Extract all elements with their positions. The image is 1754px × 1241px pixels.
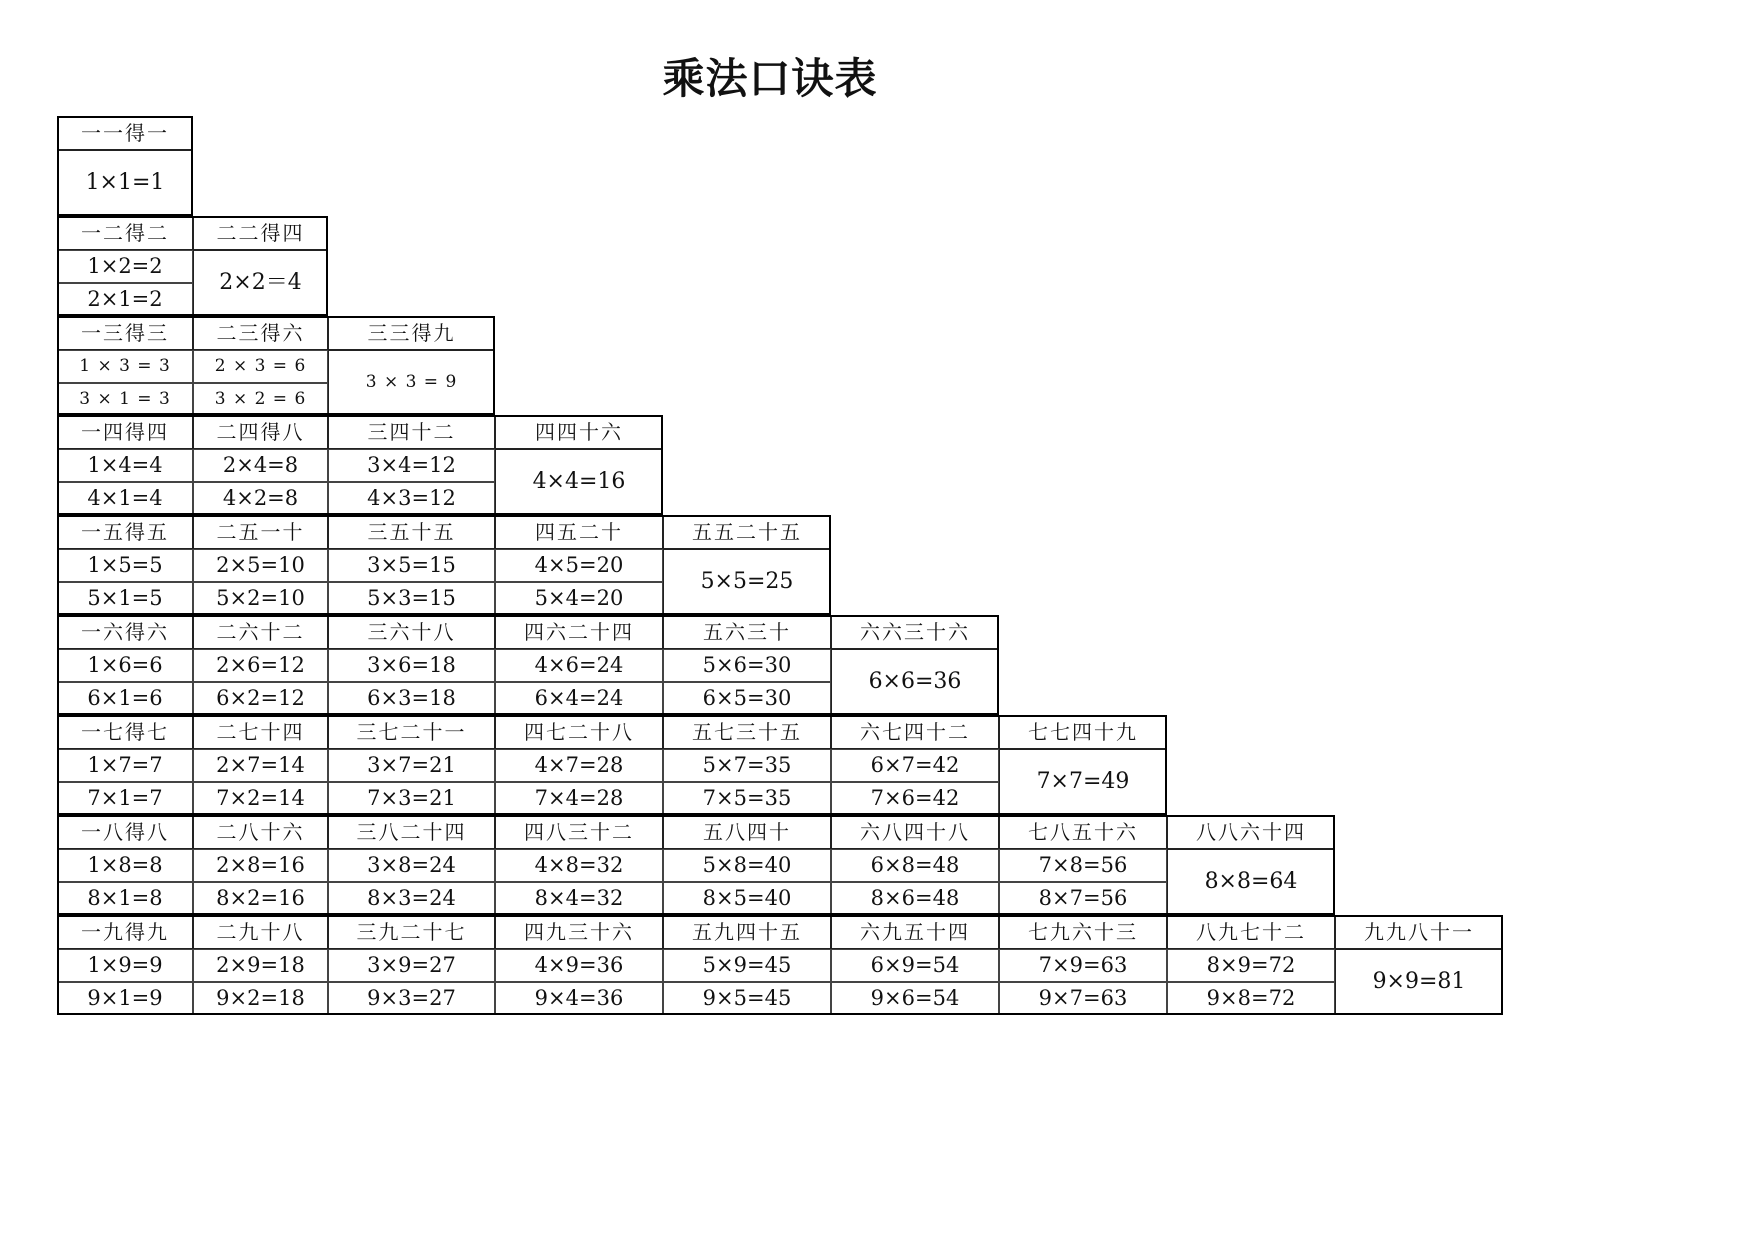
square-equation-cell: 9×9=81 — [1335, 949, 1503, 1015]
rhyme-cell: 三三得九 — [328, 316, 495, 350]
equation-cell: 9×5=45 — [663, 982, 831, 1015]
equation-cell: 5×6=30 — [663, 649, 831, 682]
equation-cell: 6×8=48 — [831, 849, 999, 882]
square-equation-cell: 4×4=16 — [495, 449, 663, 515]
equation-cell: 3×4=12 — [328, 449, 495, 482]
equation-cell: 5×4=20 — [495, 582, 663, 615]
equation-cell: 8×2=16 — [193, 882, 328, 915]
equation-cell: 8×7=56 — [999, 882, 1167, 915]
equation-cell: 5×7=35 — [663, 749, 831, 782]
equation-cell: 8×3=24 — [328, 882, 495, 915]
equation-cell: 9×1=9 — [57, 982, 193, 1015]
equation-cell: 3×7=21 — [328, 749, 495, 782]
equation-cell: 1×2=2 — [57, 250, 193, 283]
equation-cell: 4×5=20 — [495, 549, 663, 582]
equation-cell: 4×2=8 — [193, 482, 328, 515]
equation-cell: 4×6=24 — [495, 649, 663, 682]
rhyme-cell: 一三得三 — [57, 316, 193, 350]
rhyme-cell: 二二得四 — [193, 216, 328, 250]
rhyme-cell: 七九六十三 — [999, 915, 1167, 949]
square-equation-cell: 7×7=49 — [999, 749, 1167, 815]
rhyme-cell: 八九七十二 — [1167, 915, 1335, 949]
equation-cell: 3×6=18 — [328, 649, 495, 682]
rhyme-cell: 三六十八 — [328, 615, 495, 649]
rhyme-cell: 四九三十六 — [495, 915, 663, 949]
equation-cell: 7×8=56 — [999, 849, 1167, 882]
rhyme-cell: 四七二十八 — [495, 715, 663, 749]
equation-cell: 2×5=10 — [193, 549, 328, 582]
equation-cell: 2×9=18 — [193, 949, 328, 982]
rhyme-cell: 一一得一 — [57, 116, 193, 150]
equation-cell: 5×1=5 — [57, 582, 193, 615]
rhyme-cell: 九九八十一 — [1335, 915, 1503, 949]
equation-cell: 6×3=18 — [328, 682, 495, 715]
equation-cell: 2×4=8 — [193, 449, 328, 482]
equation-cell: 5×2=10 — [193, 582, 328, 615]
rhyme-cell: 八八六十四 — [1167, 815, 1335, 849]
equation-cell: 7×5=35 — [663, 782, 831, 815]
rhyme-cell: 五六三十 — [663, 615, 831, 649]
square-equation-cell: 2×2＝4 — [193, 250, 328, 316]
equation-cell: 7×6=42 — [831, 782, 999, 815]
equation-cell: 5×3=15 — [328, 582, 495, 615]
equation-cell: 3 × 2 = 6 — [193, 383, 328, 415]
equation-cell: 7×1=7 — [57, 782, 193, 815]
equation-cell: 9×4=36 — [495, 982, 663, 1015]
equation-cell: 1×6=6 — [57, 649, 193, 682]
equation-cell: 4×8=32 — [495, 849, 663, 882]
square-equation-cell: 8×8=64 — [1167, 849, 1335, 915]
rhyme-cell: 二八十六 — [193, 815, 328, 849]
square-equation-cell: 3 × 3 = 9 — [328, 350, 495, 415]
rhyme-cell: 五五二十五 — [663, 515, 831, 549]
equation-cell: 3 × 1 = 3 — [57, 383, 193, 415]
rhyme-cell: 一六得六 — [57, 615, 193, 649]
equation-cell: 1×7=7 — [57, 749, 193, 782]
equation-cell: 6×4=24 — [495, 682, 663, 715]
page-title: 乘法口诀表 — [662, 54, 878, 103]
rhyme-cell: 四八三十二 — [495, 815, 663, 849]
equation-cell: 7×3=21 — [328, 782, 495, 815]
rhyme-cell: 一九得九 — [57, 915, 193, 949]
equation-cell: 7×9=63 — [999, 949, 1167, 982]
rhyme-cell: 三四十二 — [328, 415, 495, 449]
rhyme-cell: 四五二十 — [495, 515, 663, 549]
rhyme-cell: 一五得五 — [57, 515, 193, 549]
rhyme-cell: 三七二十一 — [328, 715, 495, 749]
equation-cell: 5×8=40 — [663, 849, 831, 882]
equation-cell: 1 × 3 = 3 — [57, 350, 193, 383]
rhyme-cell: 一八得八 — [57, 815, 193, 849]
rhyme-cell: 一二得二 — [57, 216, 193, 250]
equation-cell: 7×2=14 — [193, 782, 328, 815]
rhyme-cell: 三九二十七 — [328, 915, 495, 949]
equation-cell: 1×4=4 — [57, 449, 193, 482]
equation-cell: 7×4=28 — [495, 782, 663, 815]
equation-cell: 1×5=5 — [57, 549, 193, 582]
rhyme-cell: 四六二十四 — [495, 615, 663, 649]
rhyme-cell: 一七得七 — [57, 715, 193, 749]
rhyme-cell: 二七十四 — [193, 715, 328, 749]
square-equation-cell: 6×6=36 — [831, 649, 999, 715]
equation-cell: 5×9=45 — [663, 949, 831, 982]
equation-cell: 3×5=15 — [328, 549, 495, 582]
equation-cell: 4×9=36 — [495, 949, 663, 982]
equation-cell: 3×8=24 — [328, 849, 495, 882]
rhyme-cell: 三五十五 — [328, 515, 495, 549]
rhyme-cell: 二四得八 — [193, 415, 328, 449]
rhyme-cell: 六八四十八 — [831, 815, 999, 849]
equation-cell: 8×4=32 — [495, 882, 663, 915]
equation-cell: 8×5=40 — [663, 882, 831, 915]
equation-cell: 8×6=48 — [831, 882, 999, 915]
equation-cell: 9×3=27 — [328, 982, 495, 1015]
equation-cell: 2×6=12 — [193, 649, 328, 682]
equation-cell: 4×3=12 — [328, 482, 495, 515]
rhyme-cell: 三八二十四 — [328, 815, 495, 849]
equation-cell: 9×6=54 — [831, 982, 999, 1015]
rhyme-cell: 七七四十九 — [999, 715, 1167, 749]
equation-cell: 2×8=16 — [193, 849, 328, 882]
equation-cell: 3×9=27 — [328, 949, 495, 982]
rhyme-cell: 四四十六 — [495, 415, 663, 449]
equation-cell: 6×5=30 — [663, 682, 831, 715]
rhyme-cell: 二六十二 — [193, 615, 328, 649]
equation-cell: 1×8=8 — [57, 849, 193, 882]
rhyme-cell: 七八五十六 — [999, 815, 1167, 849]
rhyme-cell: 五九四十五 — [663, 915, 831, 949]
rhyme-cell: 五八四十 — [663, 815, 831, 849]
equation-cell: 6×1=6 — [57, 682, 193, 715]
rhyme-cell: 二九十八 — [193, 915, 328, 949]
equation-cell: 6×7=42 — [831, 749, 999, 782]
rhyme-cell: 六九五十四 — [831, 915, 999, 949]
equation-cell: 9×2=18 — [193, 982, 328, 1015]
equation-cell: 2×7=14 — [193, 749, 328, 782]
rhyme-cell: 五七三十五 — [663, 715, 831, 749]
equation-cell: 8×9=72 — [1167, 949, 1335, 982]
rhyme-cell: 二五一十 — [193, 515, 328, 549]
equation-cell: 6×9=54 — [831, 949, 999, 982]
equation-cell: 1×9=9 — [57, 949, 193, 982]
equation-cell: 9×8=72 — [1167, 982, 1335, 1015]
equation-cell: 6×2=12 — [193, 682, 328, 715]
equation-cell: 4×1=4 — [57, 482, 193, 515]
rhyme-cell: 六六三十六 — [831, 615, 999, 649]
equation-cell: 4×7=28 — [495, 749, 663, 782]
equation-cell: 8×1=8 — [57, 882, 193, 915]
rhyme-cell: 二三得六 — [193, 316, 328, 350]
equation-cell: 2×1=2 — [57, 283, 193, 316]
square-equation-cell: 1×1=1 — [57, 150, 193, 216]
rhyme-cell: 六七四十二 — [831, 715, 999, 749]
equation-cell: 9×7=63 — [999, 982, 1167, 1015]
equation-cell: 2 × 3 = 6 — [193, 350, 328, 383]
rhyme-cell: 一四得四 — [57, 415, 193, 449]
square-equation-cell: 5×5=25 — [663, 549, 831, 615]
